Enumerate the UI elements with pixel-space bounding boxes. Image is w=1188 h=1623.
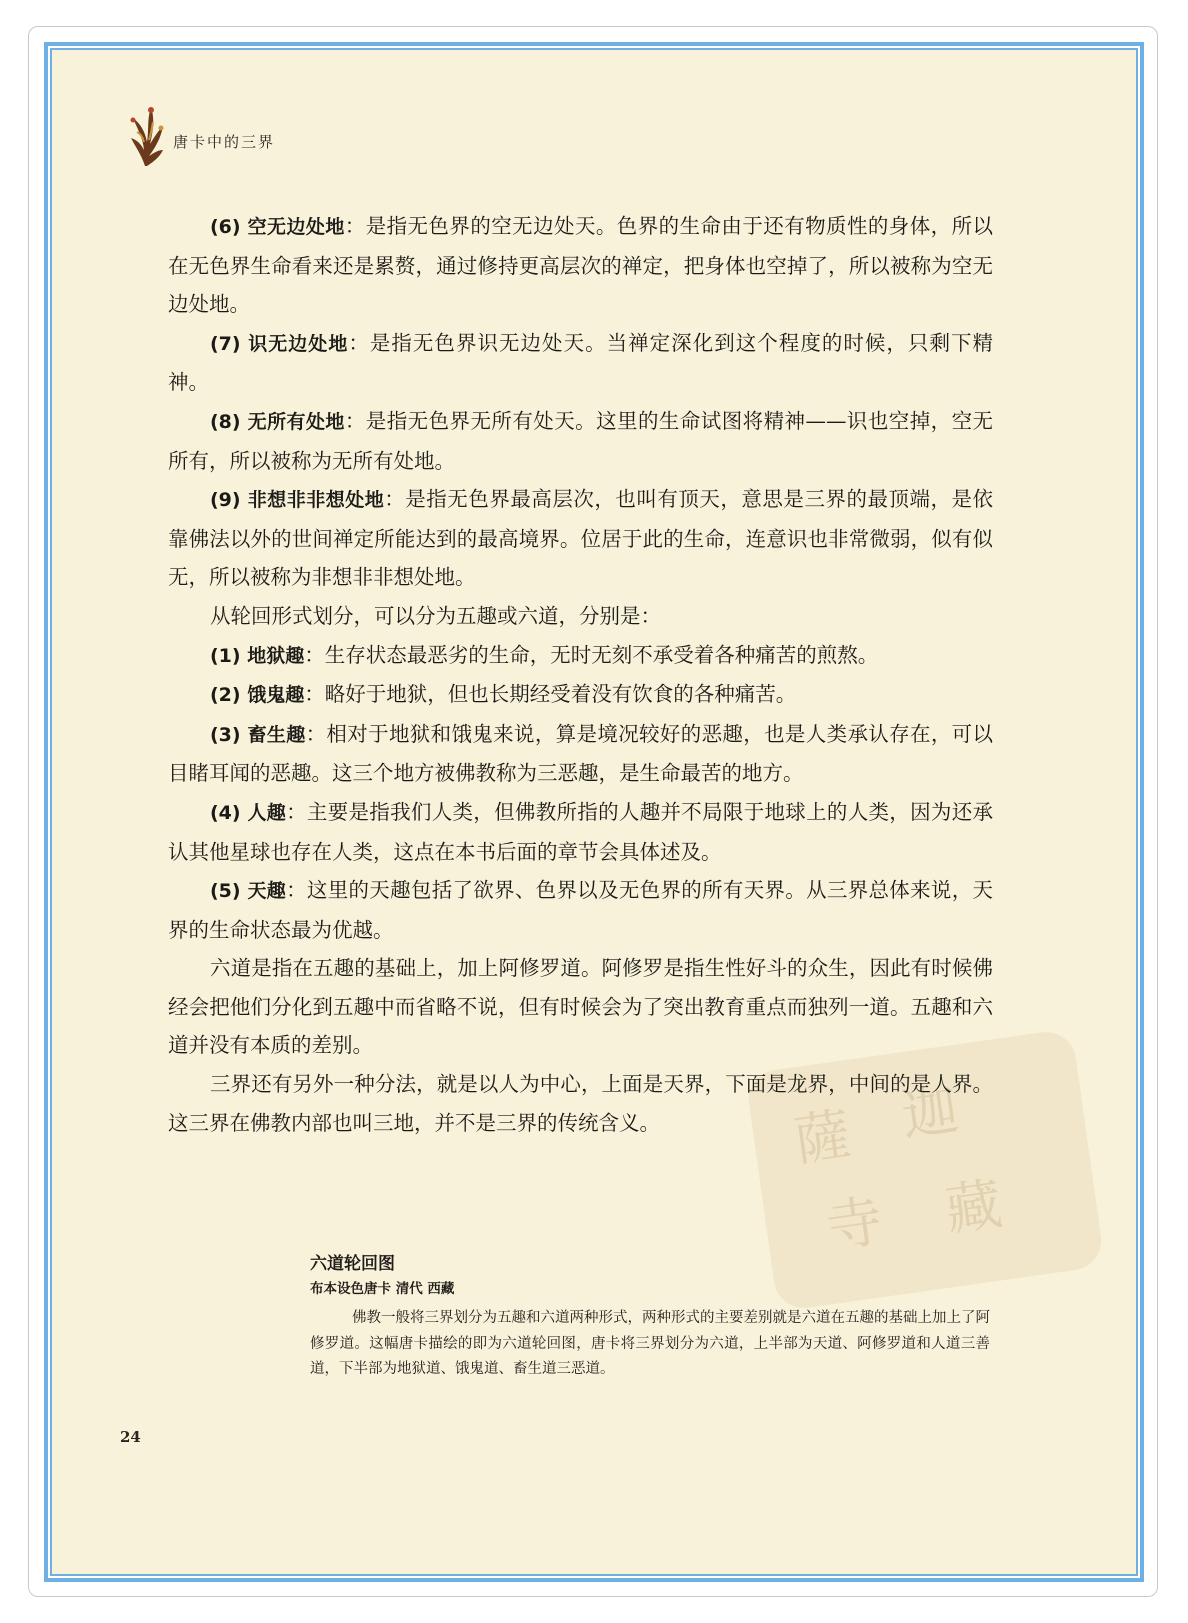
term: (8) 无所有处地 (210, 410, 345, 433)
term: (7) 识无边处地 (210, 332, 349, 355)
main-body-text (168, 207, 993, 1142)
paragraph: (6) 空无边处地：是指无色界的空无边处天。色界的生命由于还有物质性的身体，所以在无色界生命看来还是累赘，通过修持更高层次的禅定，把身体也空掉了，所以被称为空无边处地。 (168, 214, 994, 317)
paragraph: 从轮回形式划分，可以分为五趣或六道，分别是： (210, 603, 661, 628)
ornament-icon (125, 102, 167, 170)
paragraph: (8) 无所有处地：是指无色界无所有处天。这里的生命试图将精神——识也空掉，空无所有，所以被称为无所有处地。 (168, 408, 994, 473)
term: (5) 天趣 (210, 880, 287, 903)
page-number: 24 (120, 1428, 141, 1446)
caption-text: 佛教一般将三界划分为五趣和六道两种形式，两种形式的主要差别就是六道在五趣的基础上加上了阿修罗道。这幅唐卡描绘的即为六道轮回图，唐卡将三界划分为六道，上半部为天道、阿修罗道和人道三善道，下半部为地狱道、饿鬼道、畜生道三恶道。 (310, 1310, 990, 1377)
paragraph: (9) 非想非非想处地：是指无色界最高层次，也叫有顶天，意思是三界的最顶端，是依靠佛法以外的世间禅定所能达到的最高境界。位居于此的生命，连意识也非常微弱，似有似无，所以被称为非想非非想处地。 (168, 487, 994, 590)
paragraph: 三界还有另外一种分法，就是以人为中心，上面是天界，下面是龙界，中间的是人界。这三界在佛教内部也叫三地，并不是三界的传统含义。 (168, 1072, 993, 1135)
paragraph: (3) 畜生趣：相对于地狱和饿鬼来说，算是境况较好的恶趣，也是人类承认存在，可以目睹耳闻的恶趣。这三个地方被佛教称为三恶趣，是生命最苦的地方。 (168, 721, 994, 786)
term: (6) 空无边处地 (210, 216, 345, 238)
paragraph: 六道是指在五趣的基础上，加上阿修罗道。阿修罗是指生性好斗的众生，因此有时候佛经会把他们分化到五趣中而省略不说，但有时候会为了突出教育重点而独列一道。五趣和六道并没有本质的差别。 (168, 956, 993, 1058)
term: (9) 非想非非想处地 (210, 489, 385, 512)
term: (4) 人趣 (210, 801, 287, 824)
paragraph: (2) 饿鬼趣：略好于地狱，但也长期经受着没有饮食的各种痛苦。 (210, 682, 797, 707)
term: (3) 畜生趣 (210, 723, 306, 746)
image-caption (310, 1252, 990, 1383)
caption-subtitle: 布本设色唐卡 清代 西藏 (310, 1281, 455, 1297)
paragraph: (5) 天趣：这里的天趣包括了欲界、色界以及无色界的所有天界。从三界总体来说，天界的生命状态最为优越。 (168, 878, 994, 942)
running-header-title: 唐卡中的三界 (173, 133, 276, 151)
paragraph: (4) 人趣：主要是指我们人类，但佛教所指的人趣并不局限于地球上的人类，因为还承认其他星球也存在人类，这点在本书后面的章节会具体述及。 (168, 799, 994, 864)
paragraph: (1) 地狱趣：生存状态最恶劣的生命，无时无刻不承受着各种痛苦的煎熬。 (210, 642, 879, 667)
paragraph: (7) 识无边处地：是指无色界识无边处天。当禅定深化到这个程度的时候，只剩下精神。 (168, 330, 994, 395)
term: (1) 地狱趣 (210, 644, 305, 667)
background-seal-watermark: 薩 迦 寺 藏 (745, 1028, 1105, 1312)
term: (2) 饿鬼趣 (210, 684, 305, 707)
page-header (125, 100, 275, 170)
caption-title: 六道轮回图 (310, 1254, 395, 1274)
